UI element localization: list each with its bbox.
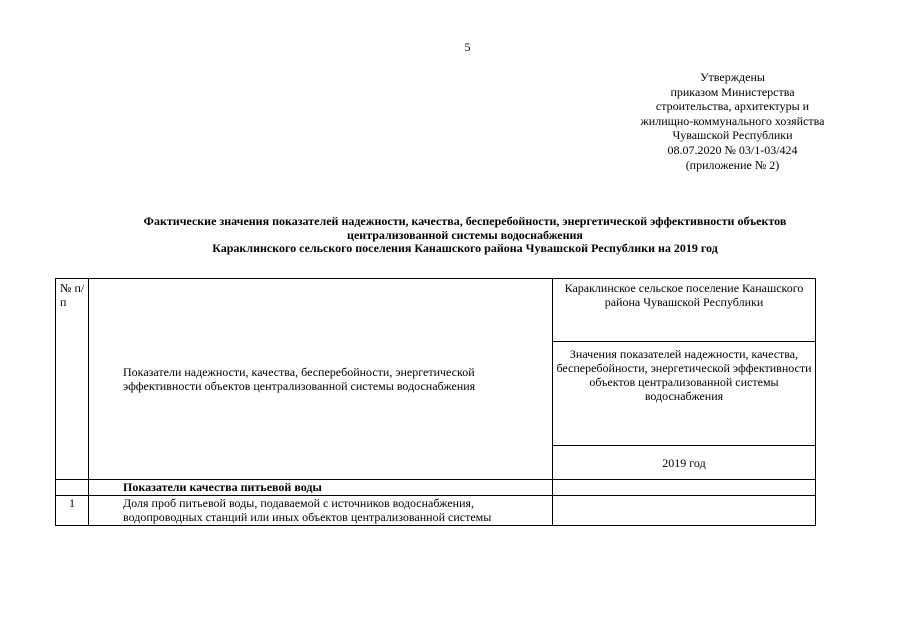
row-num-cell: 1 xyxy=(56,496,89,526)
approval-line: Чувашской Республики xyxy=(672,128,793,143)
title-line: Караклинского сельского поселения Канашского района Чувашской Республики на 2019 год xyxy=(212,241,718,255)
header-settlement-cell: Караклинское сельское поселение Канашского района Чувашской Республики xyxy=(553,279,816,342)
approval-line: (приложение № 2) xyxy=(685,157,780,172)
header-num-cell: № п/п xyxy=(56,279,89,480)
header-indicators-cell: Показатели надежности, качества, бесперебойности, энергетической эффективности объектов централизованной системы водоснабжения xyxy=(89,279,553,480)
section-title-cell: Показатели качества питьевой воды xyxy=(89,480,553,496)
approval-line: 08.07.2020 № 03/1-03/424 xyxy=(667,142,798,157)
header-values-cell: Значения показателей надежности, качества, бесперебойности, энергетической эффективности объектов централизованной системы водоснабжения xyxy=(553,342,816,446)
approval-line: строительства, архитектуры и xyxy=(655,99,810,114)
indicators-table xyxy=(55,278,816,526)
document-title xyxy=(60,215,870,256)
title-line: централизованной системы водоснабжения xyxy=(347,227,583,242)
page-number: 5 xyxy=(464,40,471,54)
row-value-cell xyxy=(553,496,816,526)
section-num-cell xyxy=(56,480,89,496)
row-text-cell: Доля проб питьевой воды, подаваемой с источников водоснабжения, водопроводных станций или иных объектов централизованной системы xyxy=(89,496,553,526)
title-line: Фактические значения показателей надежности, качества, бесперебойности, энергетической эффективности объектов xyxy=(143,214,787,228)
header-year-cell: 2019 год xyxy=(553,446,816,480)
approval-block xyxy=(600,70,865,172)
approval-line: жилищно-коммунального хозяйства xyxy=(640,113,825,128)
section-value-cell xyxy=(553,480,816,496)
approval-line: приказом Министерства xyxy=(670,84,795,99)
approval-line: Утверждены xyxy=(700,70,765,84)
table-row xyxy=(56,496,816,526)
